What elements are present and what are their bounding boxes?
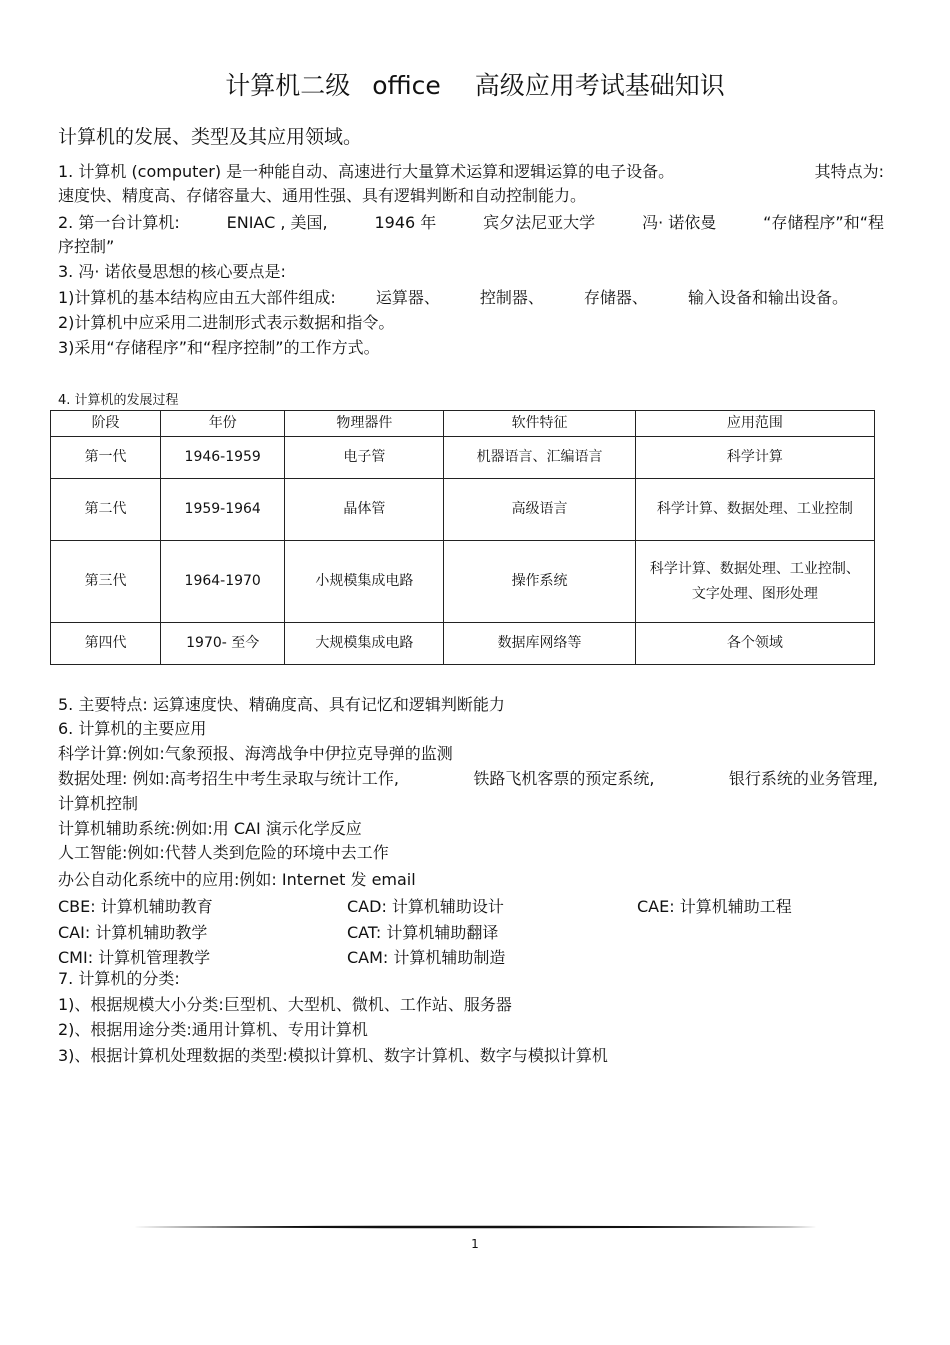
text: 1946 年 xyxy=(374,213,437,232)
table-cell: 第二代 xyxy=(51,479,161,541)
table-cell: 科学计算、数据处理、工业控制、文字处理、图形处理 xyxy=(635,541,874,623)
table-cell: 第四代 xyxy=(51,623,161,665)
table-cell: 1959-1964 xyxy=(161,479,285,541)
text: ENIAC , 美国, xyxy=(226,213,328,232)
text: 1)计算机的基本结构应由五大部件组成: xyxy=(58,288,336,307)
text: “存储程序”和“程 xyxy=(763,213,884,232)
text: 存储器、 xyxy=(583,288,648,307)
table-cell: 第一代 xyxy=(51,437,161,479)
text: 输入设备和输出设备。 xyxy=(687,288,848,307)
table-row xyxy=(51,541,875,623)
class-line-1: 1)、根据规模大小分类:巨型机、大型机、微机、工作站、服务器 xyxy=(58,995,512,1014)
table-cell: 科学计算 xyxy=(635,437,874,479)
footer-divider xyxy=(133,1224,817,1230)
page-number: 1 xyxy=(471,1237,479,1251)
paragraph-3: 3. 冯· 诺依曼思想的核心要点是: xyxy=(58,262,286,281)
paragraph-5: 5. 主要特点: 运算速度快、精确度高、具有记忆和逻辑判断能力 xyxy=(58,695,505,714)
class-line-2: 2)、根据用途分类:通用计算机、专用计算机 xyxy=(58,1020,368,1039)
text: 数据处理: 例如:高考招生中考生录取与统计工作, xyxy=(58,769,399,788)
paragraph-2-line2: 序控制” xyxy=(58,237,115,256)
table-header: 软件特征 xyxy=(444,411,635,437)
page-title xyxy=(0,66,950,102)
title-part: office xyxy=(372,71,441,100)
text: 控制器、 xyxy=(479,288,544,307)
text: 1. 计算机 (computer) 是一种能自动、高速进行大量算术运算和逻辑运算的电子设备。 xyxy=(58,162,675,181)
abbr-item: CAE: 计算机辅助工程 xyxy=(637,897,792,916)
table-cell: 机器语言、汇编语言 xyxy=(444,437,635,479)
table-row xyxy=(51,623,875,665)
abbr-item: CMI: 计算机管理教学 xyxy=(58,948,211,967)
table-cell: 小规模集成电路 xyxy=(285,541,444,623)
title-part: 高级应用考试基础知识 xyxy=(474,71,725,100)
app-line-4: 人工智能:例如:代替人类到危险的环境中去工作 xyxy=(58,843,389,862)
app-line-1: 科学计算:例如:气象预报、海湾战争中伊拉克导弹的监测 xyxy=(58,744,453,763)
abbr-item: CAI: 计算机辅助教学 xyxy=(58,923,208,942)
table-header: 阶段 xyxy=(51,411,161,437)
abbr-item: CAM: 计算机辅助制造 xyxy=(347,948,506,967)
table-cell: 第三代 xyxy=(51,541,161,623)
table-cell: 数据库网络等 xyxy=(444,623,635,665)
text: 铁路飞机客票的预定系统, xyxy=(473,769,655,788)
table-header: 年份 xyxy=(161,411,285,437)
table-cell: 1964-1970 xyxy=(161,541,285,623)
abbr-item: CAD: 计算机辅助设计 xyxy=(347,897,504,916)
text: 运算器、 xyxy=(375,288,440,307)
table-cell: 大规模集成电路 xyxy=(285,623,444,665)
paragraph-1 xyxy=(58,162,884,182)
paragraph-7: 7. 计算机的分类: xyxy=(58,969,180,988)
table-row xyxy=(51,479,875,541)
app-line-2b: 计算机控制 xyxy=(58,794,139,813)
app-line-5: 办公自动化系统中的应用:例如: Internet 发 email xyxy=(58,870,416,889)
app-line-3: 计算机辅助系统:例如:用 CAI 演示化学反应 xyxy=(58,819,362,838)
text: 宾夕法尼亚大学 xyxy=(483,213,596,232)
table-cell: 晶体管 xyxy=(285,479,444,541)
text: 银行系统的业务管理, xyxy=(728,769,878,788)
app-line-2 xyxy=(58,769,878,789)
paragraph-2 xyxy=(58,213,884,233)
table-row xyxy=(51,437,875,479)
table-header: 应用范围 xyxy=(635,411,874,437)
text: 冯· 诺依曼 xyxy=(642,213,717,232)
table-cell: 电子管 xyxy=(285,437,444,479)
paragraph-6: 6. 计算机的主要应用 xyxy=(58,719,207,738)
paragraph-3-2: 2)计算机中应采用二进制形式表示数据和指令。 xyxy=(58,313,395,332)
section-heading: 计算机的发展、类型及其应用领域。 xyxy=(58,126,363,148)
text: 其特点为: xyxy=(814,162,884,181)
table-cell: 操作系统 xyxy=(444,541,635,623)
table-caption: 4. 计算机的发展过程 xyxy=(58,393,179,408)
table-cell: 1946-1959 xyxy=(161,437,285,479)
paragraph-1-line2: 速度快、精度高、存储容量大、通用性强、具有逻辑判断和自动控制能力。 xyxy=(58,186,587,205)
table-cell: 高级语言 xyxy=(444,479,635,541)
title-part: 计算机二级 xyxy=(225,71,351,100)
table-cell: 各个领域 xyxy=(635,623,874,665)
table-header: 物理器件 xyxy=(285,411,444,437)
paragraph-3-1 xyxy=(58,288,848,308)
table-header-row xyxy=(51,411,875,437)
abbr-item: CBE: 计算机辅助教育 xyxy=(58,897,213,916)
class-line-3: 3)、根据计算机处理数据的类型:模拟计算机、数字计算机、数字与模拟计算机 xyxy=(58,1046,608,1065)
table-cell: 1970- 至今 xyxy=(161,623,285,665)
text: 2. 第一台计算机: xyxy=(58,213,180,232)
development-table xyxy=(50,410,875,665)
table-cell: 科学计算、数据处理、工业控制 xyxy=(635,479,874,541)
paragraph-3-3: 3)采用“存储程序”和“程序控制”的工作方式。 xyxy=(58,338,380,357)
abbr-item: CAT: 计算机辅助翻译 xyxy=(347,923,499,942)
